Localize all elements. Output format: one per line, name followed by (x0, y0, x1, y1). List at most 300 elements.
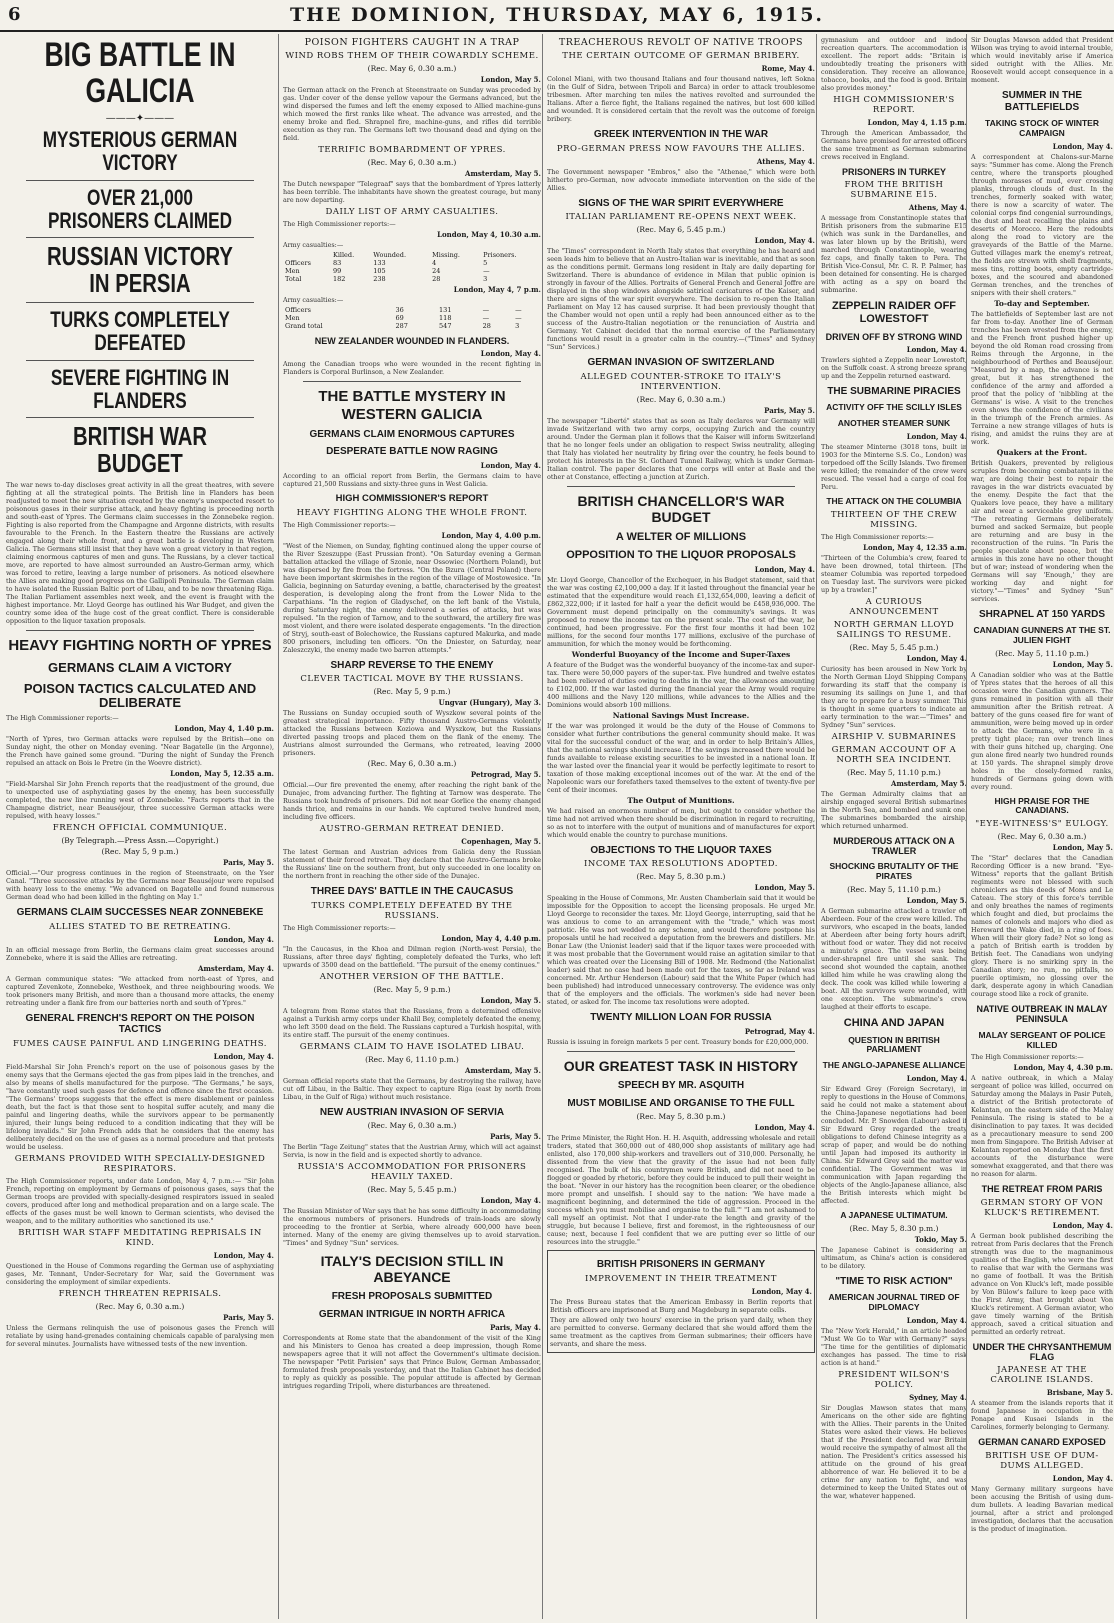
received-line: (Rec. May 6, 0.30 a.m.) (95, 1301, 185, 1311)
article-text: Sir Edward Grey (Foreign Secretary), in reply to questions in the House of Commons, said he could not make a statement about the China-Japanese negotiations had been concluded. Mr. P. Snowden (Labour) asked if Sir Edward Grey regarded the treaty obligations to defend Chinese integrity as a scrap of paper, and would be do nothing until Japan had imposed its authority in China. Sir Edward Grey said the matter was confidential. The Government was in communication with Japan regarding the objects of the Anglo-Japanese alliance, also the British interests which might be affected. (821, 1084, 967, 1205)
dateline: Brisbane, May 5. (1046, 1388, 1113, 1398)
article-text: "Thirteen of the Columbia's crew, feared to have been drowned, total thirteen. [The steamer Columbia was reported torpedoed on Tuesday last. The survivors were picked up by a trawler.]" (821, 553, 967, 594)
divider (26, 237, 254, 238)
subhead-columbia: THE ATTACK ON THE COLUMBIA (826, 496, 962, 506)
article-text: In an official message from Berlin, the Germans claim great successes around Zonnebeke, where it is said the Allies are retreating. (6, 945, 274, 962)
subhead-scilly: ACTIVITY OFF THE SCILLY ISLES (826, 402, 962, 413)
article-text: "In the Caucasus, in the Khoa and Dilman region (North-west Persia), the Russians, after three days' fighting, completely defeated the Turks, who left upwards of 3500 dead on the battlefield. "The pursuit of the enemy continues." (283, 944, 541, 969)
column-5 (966, 34, 1113, 1619)
dateline: London, May 4. (754, 1123, 815, 1133)
table-cell: 287 (395, 322, 408, 330)
headline-prisoners: OVER 21,000 PRISONERS CLAIMED (47, 184, 233, 233)
hc-line: The High Commissioner reports:— (283, 220, 396, 228)
dateline: London, May 4. (906, 1073, 967, 1083)
table-row (283, 314, 541, 322)
received-line: (Rec. May 5, 8.30 p.m.) (636, 1112, 726, 1122)
table-cell: Men (285, 267, 300, 275)
dateline: Amsterdam, May 4. (198, 963, 274, 973)
headline-china-japan: CHINA AND JAPAN (843, 1016, 945, 1029)
article-text: The Berlin "Tage Zeitung" states that the Austrian Army, which will act against Servia, is now in the field and is expected shortly to advance. (283, 1143, 541, 1160)
deck-hc-report: HIGH COMMISSIONER'S REPORT. (833, 95, 955, 115)
headline-chrysanthemum: UNDER THE CHRYSANTHEMUM FLAG (972, 1341, 1112, 1362)
subhead-germans-victory: GERMANS CLAIM A VICTORY (48, 659, 232, 675)
copyright-line: (By Telegraph.—Press Assn.—Copyright.) (61, 836, 219, 846)
article-text: A correspondent at Chalons-sur-Marne says: "Summer has come. Along the French centre, where the transports ploughed through morasses of mud, ever crossing planks, through clouds of dust. In the trenches, formerly soaked with water, there is now a scarcity of water. The colonial corps find congenial surroundings, the dust and heat recalling the plains and deserts of Morocco. Here the redoubts along the road to victory are the graveyards of the Battle of the Marne. Gutted villages mark the enemy's retreat, the fields are strewn with shell fragments, mess tins, rotting boots, empty cartridge-boxes, and the scoured and abandoned German trenches, and the trenches of snipers with their shell craters." (971, 152, 1113, 297)
article-text: Official.—Our fire prevented the enemy, after reaching the right bank of the Dunajec, from advancing further. The fighting at Tarnow was desperate. The Russians took hundreds of prisoners. Did not near Gorlice the enemy changed hands thrice, and remains in our hands. We captured twelve hundred men, including five officers. (283, 781, 541, 822)
headline-big-battle: BIG BATTLE IN GALICIA (44, 36, 236, 110)
dateline: London, May 5. (1052, 843, 1113, 853)
article-text: Sir Douglas Mawson states that many Americans on the other side are fighting with the Allies. Their parents in the United States were asked their views. He believes that if the President declared war Britain would receive the sympathy of almost all the nation. The President's critics assessed his attitude on the ground of his great abhorrence of war. He believed it to be a crime for any nation to fight, and was determined to keep the United States out of the war, whatever happened. (821, 1403, 967, 1500)
dateline: London, May 4, 4.40 p.m. (441, 933, 541, 943)
article-text: The German attack on the French at Steenstraate on Sunday was preceded by gas. Under cover of the dense yellow vapour the Germans advanced, but the wind dispersed the fumes and left the enemy exposed to Allied machine-guns which mowed the first ranks like wheat. The advance was arrested, and the enemy broke and fled. Shrapnel fire, machine-guns, and rifles did terrible execution as they ran. The Germans left two thousand dead and dying on the field. (283, 86, 541, 142)
table-caption: Army casualties:— (283, 241, 344, 249)
column-1 (6, 34, 274, 1619)
table-cell: 36 (395, 306, 404, 314)
article-text: The battlefields of September last are not far from to-day. Another line of German trenches has been wrested from the enemy, and the French front pushed higher up beyond the old Roman road crossing from Reims through the Argonne, in the neighbourhood of Perthes and Beauséjour. "Measured by a map, the advance is not great, but it has strengthened the confidence of the army and afforded a proof that the policy of 'nibbling at the Germans' is wise. A visit to the trenches even shows the confidence of the civilians in the triumph of the French armies. As Terraine a new strange villages of huts is rising, and amidst the ruins they are at work. (971, 309, 1113, 446)
dateline: London, May 4. (906, 344, 967, 354)
table-cell: 28 (482, 322, 491, 330)
dateline: Petrograd, May 5. (470, 770, 541, 780)
divider (567, 486, 795, 487)
article-text: British Quakers, prevented by religious scruples from becoming combatants in the war, are doing their best to repair the ravages in the war districts evacuated by the enemy. Despite the fact that the Quakers love peace, they have a military air and wear a serviceable grey uniform. "The retreating Germans deliberately burned and sacked Sermaize, but people are returning and are busy in the reconstruction of the ruins. "In Paris the people speculate about peace, but the armies in this zone have no other thought but of war; instead of wondering when the Germans will say 'Enough,' they are working day and night for victory."—"Times" and Sydney "Sun" services. (971, 458, 1113, 603)
dateline: London, May 5. (906, 895, 967, 905)
subhead-greek: GREEK INTERVENTION IN THE WAR (593, 129, 769, 140)
table-cell: 69 (395, 314, 404, 322)
headline-severe-fighting: SEVERE FIGHTING IN FLANDERS (50, 364, 230, 413)
dateline: London, May 4. (480, 349, 541, 359)
divider (26, 360, 254, 361)
subhead-servia: NEW AUSTRIAN INVASION OF SERVIA (319, 1106, 505, 1118)
subhead-zonnebeke: GERMANS CLAIM SUCCESSES NEAR ZONNEBEKE (16, 907, 264, 919)
subhead-sergeant: MALAY SERGEANT OF POLICE KILLED (978, 1029, 1106, 1050)
subhead-hc-report: HIGH COMMISSIONER'S REPORT (335, 492, 489, 504)
column-2 (278, 34, 541, 1619)
deck-von-kluck: GERMAN STORY OF VON KLUCK'S RETIREMENT. (980, 1197, 1104, 1218)
article-text: Through the American Ambassador, the Germans have promised for arrested officers the same treatment as German submarine crews received in England. (821, 129, 967, 161)
table-cell: — (482, 306, 490, 314)
casualty-table-2 (283, 306, 541, 330)
dateline: Copenhagen, May 5. (461, 837, 541, 847)
dateline: London, May 4, 4.00 p.m. (441, 530, 541, 540)
received-line: (Rec. May 5, 9 p.m.) (373, 984, 451, 994)
masthead (0, 0, 1114, 32)
table-row (283, 322, 541, 330)
table-cell: 3 (483, 275, 488, 283)
received-line: (Rec. May 5, 11.10 p.m.) (847, 767, 941, 777)
article-text: Questioned in the House of Commons regarding the German use of asphyxiating gases, Mr. Tennant, Under-Secretary for War, said the Government was considering the employment of similar expedients. (6, 1261, 274, 1286)
subhead-general-french: GENERAL FRENCH'S REPORT ON THE POISON TACTICS (25, 1012, 255, 1036)
column-4 (816, 34, 967, 1619)
deck-poison-fighters: POISON FIGHTERS CAUGHT IN A TRAP (304, 37, 520, 48)
article-text: "North of Ypres, two German attacks were repulsed by the British—one on Sunday night, the other on Monday evening. "Near Bagatelle (in the Argonne), the French have gained some ground. "During the night of Sunday the French repulsed an attack on Bois le Pretre (in the Woevre district). (6, 735, 274, 768)
divider (26, 417, 254, 418)
divider (303, 381, 521, 382)
dateline: Paris, May 5. (764, 405, 815, 415)
table-cell: 99 (332, 267, 342, 275)
article-text: Among the Canadian troops who were wounded in the recent fighting in Flanders is Corporal Burlinson, a New Zealander. (283, 360, 541, 377)
article-text: The German Admiralty claims that an airship engaged several British submarines in the North Sea, and bombed and sunk one. The submarines bombarded the airship, which returned unharmed. (821, 789, 967, 830)
article-text: They are allowed only two hours' exercise in the prison yard daily, when they are permitted to converse. Germany declared that she would afford them the same treatment as the captives from German submarines; their officers have servants, and share the mess. (550, 1315, 812, 1348)
hc-line: The High Commissioner reports:— (821, 532, 934, 541)
table-cell: — (483, 267, 490, 275)
received-line: (Rec. May 5, 5.45 p.m.) (367, 1185, 457, 1195)
dateline: Sydney, May 4. (909, 1392, 967, 1402)
subhead-switzerland: GERMAN INVASION OF SWITZERLAND (587, 357, 775, 368)
article-text: The High Commissioner reports, under date London, May 4, 7 p.m.:— "Sir John French, reporting on employment by Germans of poisonous gases, says that the German troops are provided with specially-designed respirators issued in sealed covers, produced after long and methodical preparation and on a large scale. The effects of the gases must be well known to German scientists, who devised the weapon, and to the military authorities who sanctioned its use." (6, 1176, 274, 1225)
received-line: (Rec. May 5, 5.45 p.m.) (849, 642, 939, 652)
divider (567, 1051, 795, 1052)
dateline: London, May 5. (480, 995, 541, 1005)
table-cell: 5 (483, 259, 488, 267)
deck-thirteen: THIRTEEN OF THE CREW MISSING. (830, 509, 958, 530)
deck-bribery: THE CERTAIN OUTCOME OF GERMAN BRIBERY. (562, 51, 800, 61)
headline-canard: GERMAN CANARD EXPOSED (978, 1437, 1106, 1448)
article-text: A feature of the Budget was the wonderful buoyancy of the income-tax and super-tax. There were 50,000 payers of the super-tax. Five hundred and twelve estates had been relieved of duties owing to deaths in the war, the allowances amounting to £102,000. If the war lasted during the financial year the Army would require 400 millions and the Navy 120 millions, while advances to the Allies and the Dominions would absorb 100 millions. (547, 660, 815, 709)
headline-risk-action: "TIME TO RISK ACTION" (835, 1275, 953, 1287)
dateline: London, May 4. (213, 1250, 274, 1260)
deck-north-sea: GERMAN ACCOUNT OF A NORTH SEA INCIDENT. (831, 744, 957, 765)
dateline: London, May 4. (906, 653, 967, 663)
deck-french-communique: FRENCH OFFICIAL COMMUNIQUE. (52, 823, 228, 834)
table-cell: 4 (432, 259, 437, 267)
table-cell: 24 (432, 267, 441, 275)
table-cell: Total (285, 275, 302, 283)
dateline: Amsterdam, May 5. (465, 169, 541, 178)
headline-malay: NATIVE OUTBREAK IN MALAY PENINSULA (976, 1004, 1108, 1025)
dateline: London, May 4, 1.40 p.m. (174, 724, 274, 734)
dateline: Paris, May 5. (490, 1132, 541, 1142)
deck-income-tax: INCOME TAX RESOLUTIONS ADOPTED. (584, 859, 778, 870)
deck-clever-move: CLEVER TACTICAL MOVE BY THE RUSSIANS. (300, 674, 524, 685)
headline-retreat-paris: THE RETREAT FROM PARIS (981, 1184, 1103, 1195)
table-cell: 118 (439, 314, 452, 322)
table-row (283, 306, 541, 314)
table-cell: Prisoners. (483, 251, 517, 259)
article-text: German official reports state that the Germans, by destroying the railway, have cut off Libau, in the Baltic. They expect to capture Riga (east by north from Libau, in the Gulf of Riga) without much resistance. (283, 1076, 541, 1101)
subhead-alliance: THE ANGLO-JAPANESE ALLIANCE (822, 1060, 966, 1071)
received-line: (Rec. May 6, 5.45 p.m.) (636, 225, 726, 234)
table-cell: — (482, 314, 490, 322)
subhead-sharp-reverse: SHARP REVERSE TO THE ENEMY (330, 659, 494, 671)
received-line: (Rec. May 5, 11.10 p.m.) (847, 884, 941, 894)
dateline: Athens, May 4. (908, 203, 967, 213)
table-cell: Wounded. (373, 251, 407, 259)
article-text: A message from Constantinople states that British prisoners from the submarine E15 (which was sunk in the Dardanelles, and was later blown up by the British), were marched through Constantinople, wearing fez caps, and finally taken to Pera. The British Vice-Consul, Mr. C. R. P. Palmer, has been detained for consenting. He is charged with acting as a spy on board the submarine. (821, 214, 967, 295)
article-text: A Canadian soldier who was at the Battle of Ypres states that the heroes of all this occasion were the Canadian gunners. The guns remained in position with all their ammunition after the British retreat. A battery of the guns ceased fire for want of ammunition, were being moved up in order to attack the Germans, who were in a pretty tight place; ran over trench lines with their guns hitched up, charging. One gun alone fired nearly two hundred rounds at 150 yards. The shrapnel simply drove holes in the closely-formed ranks, hundreds of Germans going down with every round. (971, 670, 1113, 791)
headline-greatest-task: OUR GREATEST TASK IN HISTORY (563, 1057, 799, 1074)
box-deck: IMPROVEMENT IN THEIR TREATMENT (585, 1273, 777, 1284)
headline-zeppelin: ZEPPELIN RAIDER OFF LOWESTOFT (831, 300, 957, 325)
received-line: (Rec. May 6, 0.30 a.m.) (367, 1121, 457, 1131)
deck-pro-german: PRO-GERMAN PRESS NOW FAVOURS THE ALLIES. (556, 143, 806, 154)
dateline: London, May 4. (1052, 1473, 1113, 1483)
deck-wilson: PRESIDENT WILSON'S POLICY. (838, 1369, 950, 1390)
section-heading: Wonderful Buoyancy of the Income and Super-Taxes (571, 649, 791, 659)
article-text: Many Germany military surgeons have been accusing the British of using dum-dum bullets. A leading Bavarian medical journal, after a strict and prolonged investigation, declares that the accusation is the product of imagination. (971, 1484, 1113, 1533)
deck-turks-defeated: TURKS COMPLETELY DEFEATED BY THE RUSSIANS. (311, 900, 513, 921)
ornament-divider: ———✦——— (105, 113, 175, 125)
dateline: Athens, May 4. (756, 156, 815, 166)
article-text: We had raised an enormous number of men, but ought to consider whether the time had not arrived when there should be discrimination in regard to recruiting, so as not to interfere with the output of munitions and of manufactures for export which would enable the country to purchase munitions. (547, 806, 815, 839)
subhead-american-journal: AMERICAN JOURNAL TIRED OF DIPLOMACY (828, 1292, 960, 1312)
dateline: Tokio, May 5. (914, 1234, 967, 1244)
dateline: Petrograd, May 4. (744, 1026, 815, 1036)
headline-trawler: MURDEROUS ATTACK ON A TRAWLER (833, 835, 955, 857)
article-text: A German book published describing the retreat from Paris declares that the French strength was due to the magnanimous qualities of the English, who were the first to realise that war with the Germans was no game of football. It was the British advance on Von Kluck's left, made possible by Von Bülow's failure to keep pace with the First Army, that brought about Von Kluck's retirement. A German aviator, who gave timely warning of the British approach, saved a critical situation and permitted an orderly retreat. (971, 1231, 1113, 1336)
deck-curious: A CURIOUS ANNOUNCEMENT (849, 596, 939, 617)
subhead-loan-russia: TWENTY MILLION LOAN FOR RUSSIA (590, 1012, 772, 1024)
subhead-war-spirit: SIGNS OF THE WAR SPIRIT EVERYWHERE (578, 197, 784, 209)
subhead-enormous-captures: GERMANS CLAIM ENORMOUS CAPTURES (309, 428, 515, 440)
table-cell: Officers (285, 306, 311, 314)
article-text: Unless the Germans relinquish the use of poisonous gases the French will retaliate by using hand-grenades containing chemicals capable of paralysing men for several minutes. Journalists have witnessed tests of the new invention. (6, 1323, 274, 1348)
article-text: The Press Bureau states that the American Embassy in Berlin reports that British officers are imprisoned at Burg and Magdeburg in separate cells. (550, 1297, 812, 1314)
table-cell: — (515, 306, 522, 314)
dateline: London, May 4, 12.35 a.m. (863, 542, 967, 552)
article-text: Trawlers sighted a Zeppelin near Lowestoft, on the Suffolk coast. A strong breeze sprang up and the Zeppelin returned eastward. (821, 355, 967, 380)
dateline: London, May 4, 4.30 p.m. (1013, 1063, 1113, 1073)
subhead-prisoners-turkey: PRISONERS IN TURKEY (841, 167, 946, 177)
received-line: (Rec. May 5, 9 p.m.) (373, 687, 451, 697)
page-number: 6 (8, 4, 21, 25)
deck-italian-parliament: ITALIAN PARLIAMENT RE-OPENS NEXT WEEK. (565, 212, 797, 222)
dateline: Paris, May 4. (490, 1323, 541, 1333)
deck-bombardment: TERRIFIC BOMBARDMENT OF YPRES. (318, 145, 506, 155)
article-text: The "Times" correspondent in North Italy states that everything he has heard and seen leads him to believe that an Austro-Italian war is inevitable, and that as soon as the conditions permit. Germans long resident in Italy are daily departing for Switzerland. There is abundance of evidence in Milan that public opinion is strongly in favour of the Allies. Portraits of General French and General Joffre are displayed in the shop windows alongside satirical caricatures of the Kaiser, and there are signs of the war spirit everywhere. The decision to re-open the Italian Parliament on May 12 has caused surprise. It had been previously thought that the Chamber would not open until a reply had been announced either as to the success of the Austro-Italian negotiation or the renunciation of Austria and Germany. Yet Cabinet decided that the normal exercise of the Parliamentary functions would result in a greater calm in the country.—("Times" and Sydney "Sun" Services.) (547, 247, 815, 351)
table-cell: 131 (439, 306, 452, 314)
newspaper-title: THE DOMINION, THURSDAY, MAY 6, 1915. (289, 4, 825, 26)
subhead-liquor-taxes: OBJECTIONS TO THE LIQUOR TAXES (590, 844, 772, 856)
subhead-asquith: SPEECH BY MR. ASQUITH (617, 1080, 745, 1092)
deck-lloyd: NORTH GERMAN LLOYD SAILINGS TO RESUME. (833, 619, 955, 640)
article-text: Correspondents at Rome state that the abandonment of the visit of the King and his Ministers to Genoa has created a deep impression, though Rome newspapers agree that it will not affect the Government's ultimate decision. The newspaper "Petit Parisien" says that Prince Bulow, German Ambassador, formulated fresh proposals yesterday, and that the Italian Cabinet has decided to reply as quickly as possible. The popular attitude is affected by German intrigues regarding Tripoli, where disturbances are threatened. (283, 1334, 541, 1391)
dateline: Amsterdam, May 5. (465, 1065, 541, 1075)
article-text: gymnasium and outdoor and indoor recreation quarters. The accommodation is excellent. The report adds: "Britain is undoubtedly treating the prisoners with consideration. They receive an allowance, tobacco, books, and the food is good. Britain also provides money." (821, 36, 967, 92)
divider (26, 180, 254, 181)
divider (26, 302, 254, 303)
subhead-poison-tactics: POISON TACTICS CALCULATED AND DELIBERATE (23, 680, 257, 711)
headline-mysterious-victory: MYSTERIOUS GERMAN VICTORY (42, 127, 238, 176)
deck-counter-stroke: ALLEGED COUNTER-STROKE TO ITALY'S INTERVENTION. (580, 371, 782, 392)
section-heading: The Output of Munitions. (627, 795, 735, 805)
table-cell: 547 (439, 322, 452, 330)
headline-italy: ITALY'S DECISION STILL IN ABEYANCE (320, 1253, 504, 1286)
received-line: (Rec. May 5, 9 p.m.) (101, 847, 179, 857)
headline-piracies: THE SUBMARINE PIRACIES (827, 385, 961, 397)
table-cell: 3 (515, 322, 520, 330)
deck-revolt: TREACHEROUS REVOLT OF NATIVE TROOPS (558, 37, 804, 48)
table-row (283, 259, 541, 267)
dateline: London, May 4. (754, 564, 815, 574)
deck-casualties: DAILY LIST OF ARMY CASUALTIES. (325, 207, 499, 217)
subhead-taking-stock: TAKING STOCK OF WINTER CAMPAIGN (985, 118, 1099, 138)
deck-heavy-fighting: HEAVY FIGHTING ALONG THE WHOLE FRONT. (296, 507, 528, 518)
received-line: (Rec. May 6, 0.30 a.m.) (636, 394, 726, 404)
deck-e15: FROM THE BRITISH SUBMARINE E15. (844, 180, 944, 201)
casualty-table-1 (283, 251, 541, 283)
article-text: The newspaper "Liberté" states that as soon as Italy declares war Germany will invade Switzerland with two army corps, occupying Zurich and the country around. Under the German plan it follows that the Kaiser will inform Switzerland that he no longer feels under an obligation to respect Swiss neutrality, alleging that Italy has violated her neutrality by firing over the country, he feels bound to protect his interests in the St. Gothard Tunnel Railway, which is under German-Italian control. The paper declares that one corps will enter at Basle and the other at Constance, effecting a junction at Zurich. (547, 416, 815, 481)
subhead-canadian-gunners: CANADIAN GUNNERS AT THE ST. JULIEN FIGHT (973, 625, 1111, 645)
subhead-ultimatum: A JAPANESE ULTIMATUM. (840, 1209, 948, 1220)
subhead-nz-wounded: NEW ZEALANDER WOUNDED IN FLANDERS. (314, 336, 510, 346)
deck-airship: AIRSHIP V. SUBMARINES (831, 731, 957, 742)
headline-war-budget: BRITISH WAR BUDGET (72, 420, 208, 479)
table-cell: Missing. (432, 251, 460, 259)
received-line: (Rec. May 6, 11.10 p.m.) (365, 1054, 459, 1064)
section-heading: National Savings Must Increase. (612, 710, 750, 720)
article-text: Speaking in the House of Commons, Mr. Austen Chamberlain said that it would be impossible for the Opposition to accept the licensing proposals. He urged Mr. Lloyd George to reconsider the taxes. Mr. Lloyd George, interrupting, said that he was anxious to come to an arrangement with the "trade," which was most patriotic. He was not wedded to any scheme, and would therefore postpone his proposals until he had received a deputation from the brewers and distillers. Mr. Bonar Law (the Unionist leader) said that if the liquor taxes were proceeded with it was most probable that the Government would raise an agitation similar to that which was created over the Licensing Bill of 1908. Mr. Redmond (the Nationalist leader) said that no case had been made out for the taxes, so far as Ireland was concerned. Mr. Arthur Henderson (Labour) said that the White Paper (which had been published) had introduced unnecessary controversy. The evidence was only that of the employers and the officials. The workmen's side had never been stated, or asked for. The income tax resolutions were adopted. (547, 894, 815, 1007)
deck-allies-retreating: ALLIES STATED TO BE RETREATING. (49, 921, 231, 932)
article-text: "Field-Marshal Sir John French reports that the readjustment of the ground, due to unexpected use of asphyxiating gases by the enemy, has been successfully completed, the new line running west of Zonnebeke. "Facts reports that in the Champagne district, near Beauséjour, three successive German attacks were repulsed, with heavy losses." (6, 780, 274, 821)
article-text: Curiosity has been aroused in New York by the North German Lloyd Shipping Company forwarding its staff that the company is resuming its sailings on June 1, and that they are to prepare for a busy summer. This is thought in some quarters to indicate an early termination to the war.—"Times" and Sydney "Sun" services. (821, 664, 967, 729)
subhead-mobilise: MUST MOBILISE AND ORGANISE TO THE FULL (567, 1097, 795, 1109)
boxed-article-prisoners (547, 1250, 815, 1353)
received-line: (Rec. May 6, 0.30 a.m.) (997, 832, 1087, 842)
article-text: Colonel Miani, with two thousand Italians and four thousand natives, left Sokna (in the Gulf of Sidra, between Tripoli and Barca) in order to attack troublesome tribesmen. After marching ten miles the natives revolted and surrounded the Italians. After a fierce fight, the Italians regained the natives, but lost 600 killed and wounded. It is considered certain that the revolt was the outcome of foreign bribery. (547, 75, 815, 123)
subhead-steamer-sunk: ANOTHER STEAMER SUNK (837, 418, 951, 429)
dateline: London, May 4. (751, 1286, 812, 1296)
article-text: A native outbreak, in which a Malay sergeant of police was killed, occurred on Saturday among the Malays in Pasir Puteh, a district of the British protectorate of Kelantan, on the eastern side of the Malay Peninsula. The rising is stated to be a disinclination to pay taxes. It was decided as a precautionary measure to send 200 men from Singapore. The British Adviser at Kelantan reported on Monday that the first accounts of the disturbance were somewhat exaggerated, and that there was no reason for alarm. (971, 1074, 1113, 1179)
hc-line: The High Commissioner reports:— (971, 1053, 1084, 1062)
dateline: Rome, May 4. (761, 64, 815, 73)
article-text: The latest German and Austrian advices from Galicia deny the Russian statement of their forced retreat. They declare that the Austro-Germans broke the Russians' line on the southern front, but only succeeded in one locality on the northern front in reaching the other side of the Dunajec. (283, 848, 541, 881)
subhead-driven-off: DRIVEN OFF BY STRONG WIND (825, 331, 963, 342)
deck-libau: GERMANS CLAIM TO HAVE ISOLATED LIBAU. (299, 1041, 525, 1052)
subhead-brutality: SHOCKING BRUTALITY OF THE PIRATES (829, 861, 959, 882)
table-cell: 28 (432, 275, 441, 283)
box-headline: BRITISH PRISONERS IN GERMANY (596, 1259, 766, 1271)
table-row (283, 275, 541, 283)
article-text: Mr. Lloyd George, Chancellor of the Exchequer, in his Budget statement, said that the war was costing £2,100,000 a day. If it lasted throughout the financial year he estimated that the expenditure would reach £1,132,654,000, leaving a deficit of £862,322,000; if it lasted for half a year the deficit would be £458,936,000. The Government must depend principally on the community's savings. It was proposed to renew the income tax on the present scale. The cost of the war, he continued, had been progressive. For the first four months it had been 102 millions, for the second four months 177 millions, exclusive of the purchase of ammunition, for which the money would be forthcoming. (547, 575, 815, 648)
section-heading: To-day and September. (994, 298, 1090, 308)
article-text: A German submarine attacked a trawler off Aberdeen. Four of the crew were killed. The survivors, who escaped in the boats, landed at Aberdeen after being forty hours adrift, without food or water. They did not receive a minute's grace. The vessel was being under-shrapnel fire until she sank. The second shot wounded the captain, another killed him while he was crawling along the deck. The cook was killed while lowering a boat. All the survivors were wounded, with one exception. The submarine's crew laughed at their efforts to escape. (821, 906, 967, 1011)
headline-shrapnel: SHRAPNEL AT 150 YARDS (979, 608, 1105, 620)
deck-french-reprisals: FRENCH THREATEN REPRISALS. (58, 1288, 222, 1299)
table-cell: Officers (285, 259, 311, 267)
received-line: (Rec. May 6, 0.30 a.m.) (367, 759, 457, 769)
dateline: London, May 5. (480, 75, 541, 84)
deck-fumes: FUMES CAUSE PAINFUL AND LINGERING DEATHS. (12, 1038, 268, 1049)
dateline: London, May 4. (213, 1051, 274, 1061)
received-line: (Rec. May 6, 0.30 a.m.) (367, 64, 457, 73)
table-header-row (283, 251, 541, 259)
subhead-fresh-proposals: FRESH PROPOSALS SUBMITTED (331, 1291, 493, 1303)
dateline: London, May 4. (480, 1196, 541, 1206)
table-cell: — (515, 314, 522, 322)
received-line: (Rec. May 5, 11.10 p.m.) (995, 648, 1089, 658)
subhead-intrigue: GERMAN INTRIGUE IN NORTH AFRICA (318, 1308, 506, 1320)
article-text: "West of the Niemen, on Sunday, fighting continued along the upper course of the River Szeszuppe (East Prussian front). "On Saturday evening a German battalion attacked the village of Szonie, near Ossowiec (Northern Poland), but was dispersed by fire from the fortress. "On the Bzura (Central Poland) there have been important skirmishes in the region of the village of Mostowesice. "In Galicia, beginning on Saturday evening, a battle, characterised by the greatest desperation, is developing along the front from the Lower Nida to the Carpathians. "In the region of Gladyschef, on the left bank of the Vistula, during Saturday night, the enemy delivered a series of attacks, but was repulsed. "In the region of Tarnow, and to the southward, the artillery fire was most violent, and there were isolated desperate engagements. "In the direction of Stryj, south-east of Bolechowice, the Russians captured Makurka, and made 800 prisoners, including ten officers. "On the Dniester, on Saturday, near Zaleszczyki, the enemy made two barren attempts." (283, 541, 541, 654)
column-3 (542, 34, 815, 1619)
article-text: A steamer from the islands reports that it found Japanese in occupation in the Ponape and Kusaei Islands in the Carolines, formerly belonging to Germany. (971, 1399, 1113, 1432)
article-text: Field-Marshal Sir John French's report on the use of poisonous gases by the enemy says that the Germans ejected the gas from pipes laid in the trenches, and also by means of shells manufactured for the purpose. "The Germans," he says, "have constantly used such gases for defence and offence since the first occasion. "The Germans' troops suggests that the effect is mere disablement or painless death, but the fact is that those sent to hospital suffer acutely, and many die painful and lingering deaths, while the survivors appear to be permanently injured, their lungs being reduced to a condition indicating that they will be lifelong invalids." Sir John French adds that he considers that the enemy has deliberately decided on the use of gases as a normal procedure and that protests would be useless. (6, 1062, 274, 1151)
dateline: Paris, May 5. (223, 1312, 274, 1322)
section-heading: Quakers at the Front. (996, 447, 1088, 457)
dateline: London, May 5. (1052, 659, 1113, 669)
dateline: London, May 5, 12.35 a.m. (170, 769, 274, 779)
dateline: London, May 5. (754, 883, 815, 893)
hc-line: The High Commissioner reports:— (283, 520, 396, 529)
table-caption: Army casualties:— (283, 296, 344, 304)
deck-caroline: JAPANESE AT THE CAROLINE ISLANDS. (990, 1365, 1094, 1386)
article-text: The Russian Minister of War says that he has some difficulty in accommodating the enormous numbers of prisoners. Hundreds of train-loads are slowly proceeding to the frontier at Serbia, where already 600,000 have been interned. Many of the enemy are giving themselves up to avoid starvation. "Times" and Sydney "Sun" services. (283, 1207, 541, 1248)
table-cell (283, 251, 331, 259)
headline-summer: SUMMER IN THE BATTLEFIELDS (1002, 90, 1082, 113)
headline-heavy-fighting: HEAVY FIGHTING NORTH OF YPRES (8, 637, 272, 655)
article-text: The Government newspaper "Embros," also the "Athenae," which were both hitherto pro-German, now advocate immediate intervention on the side of the Allies. (547, 167, 815, 192)
deck-eulogy: "EYE-WITNESS'S" EULOGY. (975, 819, 1109, 830)
dateline: Amsterdam, May 5. (891, 778, 967, 788)
subhead-caucasus: THREE DAYS' BATTLE IN THE CAUCASUS (310, 886, 514, 898)
article-text: According to an official report from Berlin, the Germans claim to have captured 21,500 Russians and sixty-three guns in West Galicia. (283, 471, 541, 488)
dateline: London, May 4. (480, 460, 541, 470)
deck-retreat-denied: AUSTRO-GERMAN RETREAT DENIED. (319, 824, 505, 835)
article-text: Official.—"Our progress continues in the region of Steenstraate, on the Yser Canal. "Three successive attacks by the Germans near Beauséjour were repulsed with heavy loss to the enemy. "We advanced on Bagatelle and found numerous German dead who had been killed in the fighting on May 1." (6, 869, 274, 902)
article-text: A telegram from Rome states that the Russians, from a determined offensive against a Turkish army corps under Khalil Bey, completely defeated the enemy, who left 3500 dead on the field. The Russians captured a Turkish hospital, with its entire staff. The pursuit of the enemy continues. (283, 1006, 541, 1039)
divider (26, 630, 254, 631)
dateline: London, May 4. (754, 236, 815, 245)
table-row (283, 267, 541, 275)
article-text: The Prime Minister, the Right Hon. H. H. Asquith, addressing wholesale and retail traders, stated that 360,000 out of 480,000 shop assistants of military age had enlisted, also 170,000 ship-workers and travellers out of 310,000. Personally, he dissented from the view that the gravity of the issue had not been fully recognised. The bulk of his countrymen were British, and did not need to be flogged or goaded by rhetoric, before they could be induced to pull their weight in the boat. "Never in our history has the recognition been clearer, or the obedience more prompt and unselfish. I should say to the nation: 'We have made a magnificent beginning, and determined the tide of aggression. Proceed in the success which you must mobilise and organise to the full.'" "I am not ashamed to call myself an optimist. Not that I under-rate the length and gravity of the struggle, but because I believe, first and foremost, in the righteousness of our cause; next, because I feel confident that we are putting ever so little of our resources into the struggle." (547, 1134, 815, 1247)
dateline: London, May 4, 10.30 a.m. (437, 230, 541, 239)
article-text: Sir Douglas Mawson added that President Wilson was trying to avoid internal trouble, which would inevitably arise if America sided outright with the Allies. Mr. Roosevelt would accept consequence in a moment. (971, 36, 1113, 84)
article-text: If the war was prolonged it would be the duty of the House of Commons to consider what further contributions the general community should make. It was vital for the successful conduct of the war, and in order to help Britain's Allies, that the national savings should increase. If the savings increased there would be funds available to release existing securities to be invested in a national loan. If the war lasted over the financial year it would be perfectly legitimate to resort to taxation of those making exceptional incomes out of the war. At the end of the Napoleonic wars our forefathers taxed themselves to the extent of twenty-five per cent of their incomes. (547, 721, 815, 794)
deck-dumdums: BRITISH USE OF DUM-DUMS ALLEGED. (985, 1450, 1099, 1471)
dateline: Ungvar (Hungary), May 3. (438, 698, 541, 708)
headline-russian-victory: RUSSIAN VICTORY IN PERSIA (47, 240, 233, 299)
subhead-praise: HIGH PRAISE FOR THE CANADIANS. (994, 795, 1090, 816)
table-cell: 182 (332, 275, 346, 283)
deck-another-version: ANOTHER VERSION OF THE BATTLE. (319, 971, 505, 982)
subhead-desperate-battle: DESPERATE BATTLE NOW RAGING (326, 446, 498, 458)
dateline: London, May 4. (906, 432, 967, 441)
subhead-welter: A WELTER OF MILLIONS (615, 530, 747, 543)
summary-paragraph: The war news to-day discloses great activity in all the great theatres, with severe fighting at all the strategical points. The British line in Flanders has been readjusted to meet the new situation created by the enemy's unexpected resort to poisonous gases in their surprise attack, and heavy fighting is proceeding north and south-east of Ypres. The Germans claim successes in the Zonnebeke region. Fighting is also reported from the Champagne and Argonne districts, with results favourable to the French. In the Eastern theatre the Russians are actively engaged along their whole front, and a great battle is developing in Western Galicia. The Germans still insist that they have won a great victory in that region, claiming enormous captures of men and guns. The Russians, by a clever tactical move, are reported to have almost surrounded an Austro-German army, which was forced to retire, leaving a large number of prisoners. As noticed elsewhere the Allies are making good progress on the Gallipoli Peninsula. The German claim to have isolated the Russian Baltic port of Libau, and to be now threatening Riga. The Italian Parliament assembles next week, and the event is fraught with the highest importance. Mr. Lloyd George has outlined his War Budget, and given the country some idea of the huge cost of the great conflict. There is considerable opposition to the liquor taxation proposals. (6, 481, 274, 626)
received-line: (Rec. May 5, 8.30 p.m.) (636, 872, 726, 882)
article-text: The Dutch newspaper "Telegraaf" says that the bombardment of Ypres latterly has been terrible. The inhabitants have shown the greatest courage, but many are now departing. (283, 180, 541, 204)
table-cell: Men (285, 314, 300, 322)
dateline: London, May 4. (1052, 1220, 1113, 1230)
dateline: London, May 4. (213, 934, 274, 944)
table-cell: Grand total (285, 322, 323, 330)
deck-reprisals: BRITISH WAR STAFF MEDITATING REPRISALS IN KIND. (18, 1227, 262, 1248)
table-cell: 238 (373, 275, 386, 283)
subhead-liquor-opposition: OPPOSITION TO THE LIQUOR PROPOSALS (566, 549, 796, 562)
article-text: The Japanese Cabinet is considering an ultimatum, as China's action is considered to be dilatory. (821, 1245, 967, 1270)
received-line: (Rec. May 6, 0.30 a.m.) (367, 158, 457, 167)
dateline: Paris, May 5. (223, 858, 274, 868)
deck-wind: WIND ROBS THEM OF THEIR COWARDLY SCHEME. (285, 51, 539, 61)
hc-line: The High Commissioner reports:— (283, 923, 396, 932)
article-text: The Russians on Sunday occupied south of Wyszkow several points of the greatest strategical importance. Fifty thousand Austro-Germans violently attacked the Russians between Koziowa and Wyszkow, but the Russians diverted passing troops and placed them on the flank of the enemy. The Austrians almost surrounded the Germans, who retreated, leaving 2000 prisoners. (283, 709, 541, 758)
article-text: The "Star" declares that the Canadian Recording Officer is a new brand. "Eye-Witness" reports that the gallant British regiments were not blessed with such chroniclers as this deeds of Mons and Le Cateau. The story of this force's terrible and only breathes the names of regiments which fought and died, but proclaims the names of colonels and majors who died as Hereward the Wake died, in a ring of foes. When will their glory fade? Not so long as a patch of British earth is trodden by British feet. The Canadians won undying glory. There is no smirking spry in the Canadian story; no run, no pitfalls, no puerile optimism, no glossing over the dark, desperate agony in which Canadian courage stood like a rock of granite. (971, 854, 1113, 999)
headline-chancellor-budget: BRITISH CHANCELLOR'S WAR BUDGET (577, 492, 785, 525)
headline-battle-mystery: THE BATTLE MYSTERY IN WESTERN GALICIA (318, 388, 506, 423)
dateline: London, May 4, 1.15 p.m. (867, 118, 967, 127)
dateline: London, May 4. (906, 1315, 967, 1325)
table-cell: Killed. (332, 251, 355, 259)
dateline: London, May 4. (1052, 141, 1113, 151)
dateline: London, May 4, 7 p.m. (453, 285, 541, 294)
hc-line: The High Commissioner reports:— (6, 714, 119, 723)
article-text: A German communique states: "We attacked from north-east of Ypres, and captured Zevenkote, Zonnebeke, Westhoek, and three neighbouring woods. We took prisoners many British, and more than a thousand more attacks, the enemy retreating under a flank fire from our batteries north and south of Ypres." (6, 974, 274, 1007)
article-text: The steamer Minterne (3018 tons, built in 1903 for the Minterne S.S. Co., London) was torpedoed off the Scilly Islands. Two firemen were killed; the remainder of the crew were rescued. The vessel had a cargo of coal for Peru. (821, 443, 967, 491)
deck-respirators: GERMANS PROVIDED WITH SPECIALLY-DESIGNED RESPIRATORS. (14, 1153, 266, 1174)
received-line: (Rec. May 5, 8.30 p.m.) (849, 1223, 939, 1233)
article-text: The "New York Herald," in an article headed "Must We Go to War with Germany?" says: "The time for the gentilities of diplomatic exchanges has passed. The time to risk action is at hand." (821, 1326, 967, 1367)
table-cell: 133 (373, 259, 386, 267)
table-cell: 105 (373, 267, 386, 275)
